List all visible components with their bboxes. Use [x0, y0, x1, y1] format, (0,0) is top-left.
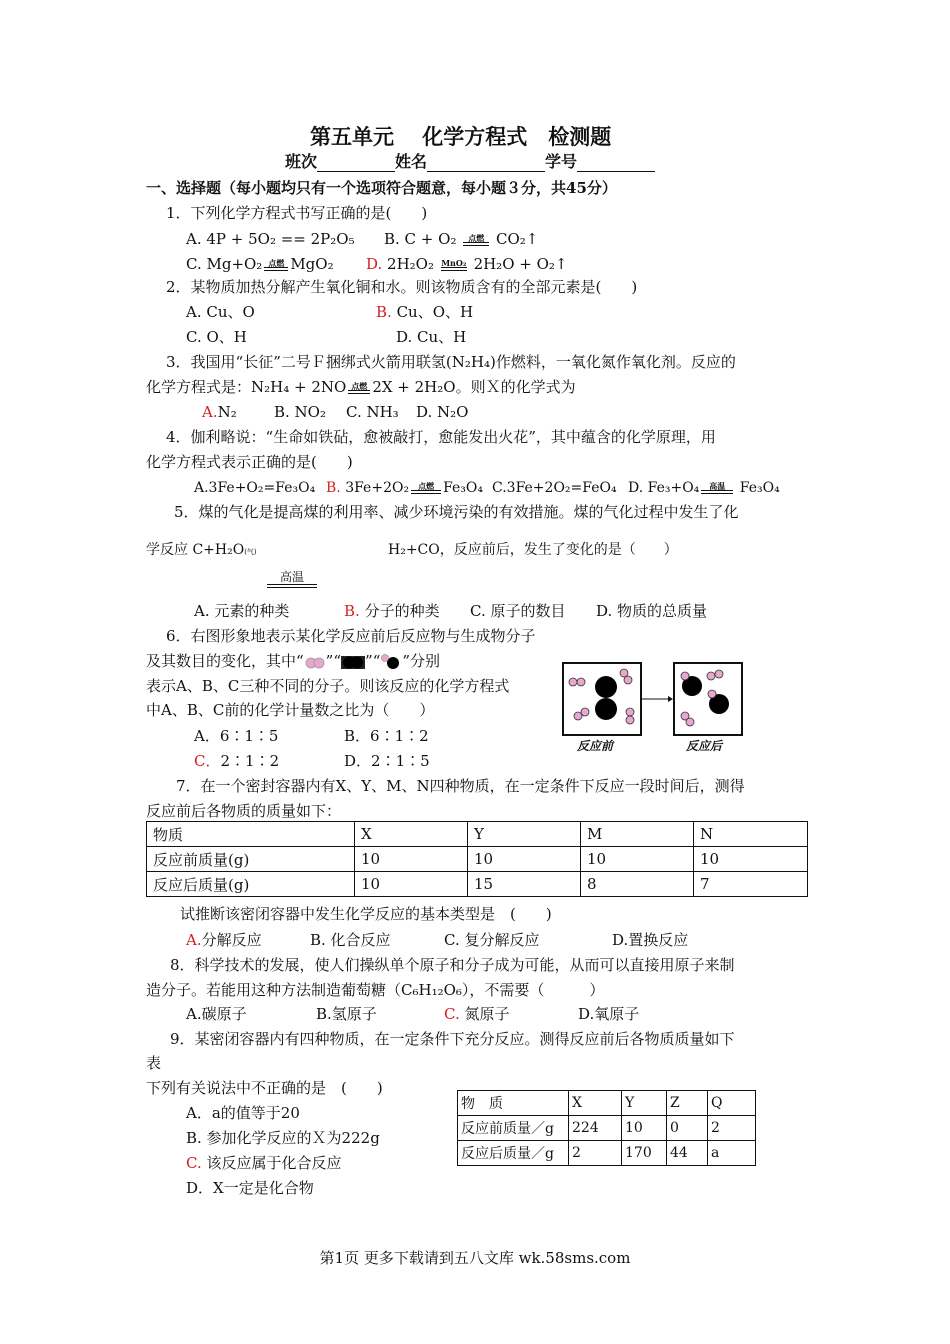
q9-mass-table — [457, 1090, 756, 1166]
q6-option-c — [194, 751, 279, 771]
q1-option-b — [384, 229, 538, 249]
q3-option-d: D. N₂O — [416, 403, 469, 421]
table-row — [147, 847, 808, 872]
table-cell: 反应前质量(g) — [147, 847, 355, 872]
table-cell: 10 — [694, 847, 808, 872]
table-header-cell: 物 质 — [458, 1091, 569, 1116]
table-cell: 8 — [581, 872, 694, 897]
student-info-line — [285, 152, 655, 172]
q3-a-text: N₂ — [217, 403, 237, 421]
table-header-cell: Z — [667, 1091, 708, 1116]
q6-option-d: D．2∶1∶5 — [344, 752, 430, 770]
q1-answer-mark: D. — [366, 255, 383, 273]
table-cell: 10 — [581, 847, 694, 872]
q9-stem-line2: 表 — [146, 1054, 162, 1072]
q4-option-b — [326, 478, 483, 498]
page-title: 第五单元 化学方程式 检测题 — [310, 124, 612, 149]
q2-option-d: D. Cu、H — [396, 328, 467, 346]
q8-option-b: B.氢原子 — [316, 1005, 377, 1023]
q3-stem-line1: 3．我国用“长征”二号Ｆ捆绑式火箭用联氢(N₂H₄)作燃料，一氧化氮作氧化剂。反应的 — [166, 353, 736, 371]
q6-answer-mark: C． — [194, 752, 221, 770]
q6-q-d: “ — [372, 652, 381, 670]
table-header-cell: M — [581, 822, 694, 847]
q9-option-c — [186, 1153, 342, 1173]
table-cell: 15 — [468, 872, 581, 897]
label-before: 反应前 — [577, 739, 614, 753]
q7-a-text: 分解反应 — [201, 931, 262, 949]
table-row — [458, 1141, 756, 1166]
molecule-a-icon — [304, 654, 326, 670]
table-cell: 224 — [569, 1116, 622, 1141]
q4-stem-line1: 4．伽利略说：“生命如铁砧，愈被敲打，愈能发出火花”，其中蕴含的化学原理，用 — [166, 428, 716, 446]
q5-option-b — [344, 601, 440, 621]
q1-b-reactants: B. C + O₂ — [384, 230, 457, 248]
q1-option-d — [366, 254, 567, 274]
q1-option-a: A. 4P + 5O₂ == 2P₂O₅ — [186, 230, 355, 248]
reaction-after-box — [673, 662, 743, 736]
q7-mass-table — [146, 821, 808, 897]
q2-b-text: Cu、O、H — [396, 303, 474, 321]
q6-stem-line4: 中A、B、C前的化学计量数之比为（ ） — [146, 701, 435, 719]
q5-stem-line2b: H₂+CO，反应前后，发生了变化的是（ ） — [388, 542, 678, 558]
q1-c-reactants: C. Mg+O₂ — [186, 255, 263, 273]
q7-stem-line2: 反应前后各物质的质量如下： — [146, 802, 342, 820]
q3-condition: 点燃 — [348, 382, 370, 394]
q8-stem-line1: 8．科学技术的发展，使人们操纵单个原子和分子成为可能，从而可以直接用原子来制 — [170, 956, 735, 974]
q5-b-text: 分子的种类 — [364, 602, 440, 620]
q7-option-d: D.置换反应 — [612, 931, 689, 949]
table-cell: 2 — [569, 1141, 622, 1166]
q7-stem-line1: 7．在一个密封容器内有X、Y、M、N四种物质，在一定条件下反应一段时间后，测得 — [176, 777, 745, 795]
q5-condition: 高温 — [265, 570, 319, 590]
q1-d-reactants: 2H₂O₂ — [387, 255, 434, 273]
q2-stem: 2．某物质加热分解产生氧化铜和水。则该物质含有的全部元素是( ) — [166, 278, 638, 296]
page-footer: 第1页 更多下载请到五八文库 wk.58sms.com — [319, 1249, 631, 1267]
q1-stem: 1．下列化学方程式书写正确的是( ) — [166, 204, 428, 222]
q5-gas-note: (气) — [244, 548, 257, 556]
q9-c-text: 该反应属于化合反应 — [206, 1154, 342, 1172]
q5-stem-line1: 5．煤的气化是提高煤的利用率、减少环境污染的有效措施。煤的气化过程中发生了化 — [174, 503, 739, 521]
table-row — [147, 872, 808, 897]
class-label: 班次 — [285, 152, 318, 171]
q1-b-products: CO₂↑ — [496, 230, 539, 248]
q8-answer-mark: C. — [444, 1005, 460, 1023]
q6-stem-line2 — [146, 651, 440, 671]
q8-option-d: D.氧原子 — [578, 1005, 640, 1023]
q6-option-a: A．6∶1∶5 — [194, 727, 279, 745]
q5-answer-mark: B. — [344, 602, 360, 620]
q4-b-products: Fe₃O₄ — [443, 480, 484, 496]
q3-answer-mark: A. — [202, 403, 218, 421]
q1-option-c — [186, 254, 334, 274]
molecule-c-icon — [380, 654, 402, 670]
table-header-cell: Q — [708, 1091, 756, 1116]
q1-b-condition: 点燃 — [463, 234, 489, 246]
q4-b-condition: 点燃 — [411, 482, 441, 494]
q6-stem-line1: 6．右图形象地表示某化学反应前后反应物与生成物分子 — [166, 627, 536, 645]
table-cell: 反应后质量／g — [458, 1141, 569, 1166]
q9-option-a: A．a的值等于20 — [186, 1104, 300, 1122]
section-header: 一、选择题（每小题均只有一个选项符合题意，每小题３分，共45分） — [146, 179, 617, 197]
q6-q-c: ” — [365, 652, 373, 670]
table-cell: 44 — [667, 1141, 708, 1166]
label-after: 反应后 — [686, 739, 723, 753]
q3-eq-reactants: 化学方程式是：N₂H₄ + 2NO — [146, 378, 347, 396]
q3-stem-line2 — [146, 377, 576, 397]
reaction-before-molecules — [564, 664, 640, 734]
q5-option-a: A. 元素的种类 — [194, 602, 290, 620]
q4-option-d — [628, 478, 780, 498]
q3-option-c: C. NH₃ — [346, 403, 399, 421]
q2-answer-mark: B. — [376, 303, 392, 321]
q4-option-c: C.3Fe+2O₂=FeO₄ — [492, 480, 617, 496]
q5-option-c: C. 原子的数目 — [470, 602, 566, 620]
table-header-row — [147, 822, 808, 847]
q4-d-products: Fe₃O₄ — [739, 480, 780, 496]
q4-stem-line2: 化学方程式表示正确的是( ) — [146, 453, 353, 471]
q8-option-c — [444, 1004, 510, 1024]
q2-option-c: C. O、H — [186, 328, 247, 346]
q8-stem-line2: 造分子。若能用这种方法制造葡萄糖（C₆H₁₂O₆），不需要（ ） — [146, 981, 605, 999]
q5-option-d: D. 物质的总质量 — [596, 602, 708, 620]
table-cell: 2 — [708, 1116, 756, 1141]
q9-answer-mark: C. — [186, 1154, 202, 1172]
q5-stem-line2a — [146, 540, 257, 562]
q3-option-b: B. NO₂ — [274, 403, 326, 421]
q7-option-a — [186, 930, 262, 950]
q6-q-b: “ — [333, 652, 342, 670]
q1-d-condition: MnO₂ — [441, 259, 467, 271]
q7-option-c: C. 复分解反应 — [444, 931, 540, 949]
q9-option-b: B. 参加化学反应的Ｘ为222g — [186, 1129, 380, 1147]
table-cell: 10 — [355, 847, 468, 872]
q1-c-products: MgO₂ — [290, 255, 334, 273]
table-cell: a — [708, 1141, 756, 1166]
q7-answer-mark: A. — [186, 931, 202, 949]
class-blank[interactable] — [317, 155, 395, 172]
q4-option-a: A.3Fe+O₂=Fe₃O₄ — [194, 480, 316, 496]
q3-option-a — [202, 402, 237, 422]
q6-c-text: 2∶1∶2 — [220, 752, 280, 770]
reaction-arrow-icon — [638, 694, 674, 704]
q4-answer-mark: B. — [326, 480, 341, 496]
table-row — [458, 1116, 756, 1141]
q6-stem2-pre: 及其数目的变化，其中“ — [146, 652, 304, 670]
q3-eq-products: 2X + 2H₂O。则Ｘ的化学式为 — [372, 378, 576, 396]
reaction-after-molecules — [675, 664, 741, 734]
id-label: 学号 — [545, 152, 578, 171]
q9-stem-line3: 下列有关说法中不正确的是 ( ) — [146, 1079, 383, 1097]
q6-stem2-post: ”分别 — [402, 652, 441, 670]
q1-d-products: 2H₂O + O₂↑ — [473, 255, 568, 273]
q9-option-d: D．X一定是化合物 — [186, 1179, 314, 1197]
q2-option-b — [376, 302, 473, 322]
table-cell: 反应前质量／g — [458, 1116, 569, 1141]
q8-option-a: A.碳原子 — [186, 1005, 247, 1023]
q9-stem-line1: 9．某密闭容器内有四种物质，在一定条件下充分反应。测得反应前后各物质质量如下 — [170, 1030, 735, 1048]
q7-option-b: B. 化合反应 — [310, 931, 391, 949]
reaction-before-box — [562, 662, 642, 736]
q7-stem-line3: 试推断该密闭容器中发生化学反应的基本类型是 ( ) — [180, 905, 552, 923]
table-header-row — [458, 1091, 756, 1116]
table-header-cell: 物质 — [147, 822, 355, 847]
table-cell: 7 — [694, 872, 808, 897]
q2-option-a: A. Cu、O — [186, 303, 255, 321]
table-cell: 10 — [355, 872, 468, 897]
q6-q-a: ” — [325, 652, 334, 670]
q5-eq-reactants: 学反应 C+H₂O — [146, 542, 245, 558]
table-cell: 0 — [667, 1116, 708, 1141]
table-header-cell: N — [694, 822, 808, 847]
q1-c-condition: 点燃 — [264, 259, 288, 271]
table-cell: 170 — [622, 1141, 667, 1166]
q6-stem-line3: 表示A、B、C三种不同的分子。则该反应的化学方程式 — [146, 677, 510, 695]
q6-option-b: B．6∶1∶2 — [344, 727, 429, 745]
molecule-b-icon — [341, 654, 365, 670]
table-cell: 10 — [622, 1116, 667, 1141]
q4-b-reactants: 3Fe+2O₂ — [345, 480, 410, 496]
name-label: 姓名 — [395, 152, 428, 171]
table-cell: 反应后质量(g) — [147, 872, 355, 897]
table-header-cell: Y — [622, 1091, 667, 1116]
q4-d-condition: 高温 — [701, 482, 733, 494]
q8-c-text: 氮原子 — [464, 1005, 510, 1023]
id-blank[interactable] — [577, 155, 655, 172]
table-header-cell: X — [569, 1091, 622, 1116]
table-header-cell: X — [355, 822, 468, 847]
table-cell: 10 — [468, 847, 581, 872]
name-blank[interactable] — [427, 155, 545, 172]
table-header-cell: Y — [468, 822, 581, 847]
q4-d-reactants: D. Fe₃+O₄ — [628, 480, 700, 496]
